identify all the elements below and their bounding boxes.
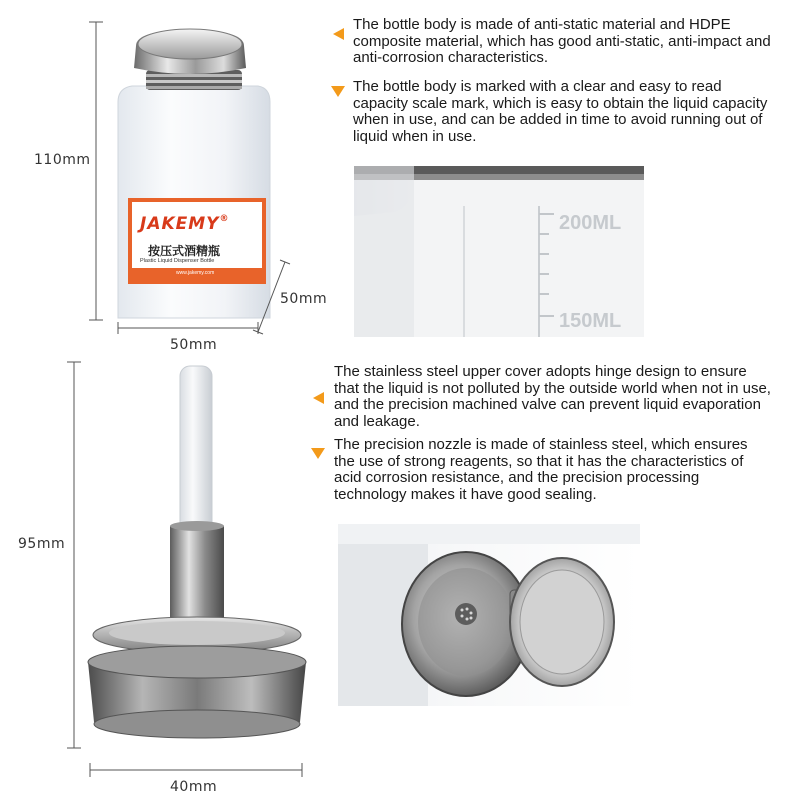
feature-text-cover: The stainless steel upper cover adopts hinge design to ensure that the liquid is not polluted by the outside world when not in use, and the precision machined valve can prevent liquid evaporation and leakage. — [334, 363, 771, 430]
arrow-left-icon-2 — [313, 392, 324, 404]
label-url: www.jakemy.com — [176, 270, 215, 276]
arrow-down-icon-2 — [311, 448, 325, 459]
feature-text-material: The bottle body is made of anti-static material and HDPE composite material, which has good anti-static, anti-impact and anti-corrosion characteristics. — [353, 16, 771, 66]
pump-figure — [0, 350, 330, 800]
bottle-depth-label: 50mm — [280, 291, 328, 307]
arrow-left-icon — [333, 28, 344, 40]
arrow-down-icon — [331, 86, 345, 97]
scale-mark-200: 200ML — [559, 212, 622, 234]
label-en-title: Plastic Liquid Dispenser Bottle — [140, 258, 215, 264]
registered-mark: ® — [219, 214, 230, 224]
bottle-figure — [0, 0, 340, 360]
scale-closeup-photo — [354, 166, 644, 337]
pump-width-label: 40mm — [170, 779, 218, 795]
open-cap-photo — [338, 524, 640, 706]
feature-text-nozzle: The precision nozzle is made of stainless steel, which ensures the use of strong reagents, so that it has the characteristics of acid corrosion resistance, and the precision processing technology makes it have good sealing. — [334, 436, 748, 503]
scale-mark-150: 150ML — [559, 310, 622, 332]
label-cn-title: 按压式酒精瓶 — [148, 244, 221, 258]
pump-illustration — [0, 350, 330, 800]
bottle-height-label: 110mm — [34, 152, 91, 168]
feature-text-scale: The bottle body is marked with a clear and easy to read capacity scale mark, which is easy to obtain the liquid capacity when in use, and can be added in time to avoid running out of liquid when in use. — [353, 78, 768, 145]
pump-height-label: 95mm — [18, 536, 66, 552]
open-cap-illustration — [338, 524, 640, 706]
bottle-width-label: 50mm — [170, 337, 218, 353]
brand-name: JAKEMY — [140, 214, 220, 234]
